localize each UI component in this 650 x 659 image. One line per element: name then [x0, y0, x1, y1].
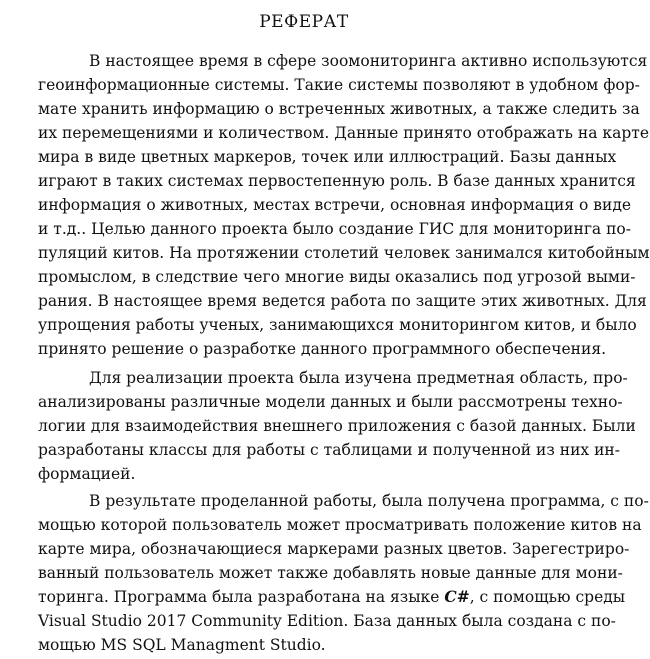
text-line: принято решение о разработке данного программного обеспечения.	[38, 340, 607, 358]
language-name: C#	[444, 587, 470, 606]
text-line: Для реализации проекта была изучена предметная область, про-	[89, 369, 628, 387]
text-line: ванный пользователь может также добавлять новые данные для мони-	[38, 564, 623, 582]
text-line: мате хранить информацию о встреченных животных, а также следить за	[38, 100, 640, 118]
text-line-with-code	[38, 586, 626, 608]
text-line: карте мира, обозначающиеся маркерами разных цветов. Зарегестриро-	[38, 540, 630, 558]
text-line: В настоящее время в сфере зоомониторинга активно используются	[89, 52, 648, 70]
text-line: упрощения работы ученых, занимающихся мониторингом китов, и было	[38, 316, 637, 334]
page-title: РЕФЕРАТ	[259, 12, 349, 32]
text-line: В результате проделанной работы, была получена программа, с по-	[89, 492, 649, 510]
text-line: Visual Studio 2017 Community Edition. База данных была создана с по-	[38, 612, 616, 630]
text-line: мира в виде цветных маркеров, точек или иллюстраций. Базы данных	[38, 148, 617, 166]
text-line: и т.д.. Целью данного проекта было создание ГИС для мониторинга по-	[38, 220, 632, 238]
text-line: промыслом, в следствие чего многие виды оказались под угрозой выми-	[38, 268, 636, 286]
text-segment: , с помощью среды	[469, 588, 626, 606]
text-line: анализированы различные модели данных и были рассмотрены техно-	[38, 393, 623, 411]
text-line: формацией.	[38, 465, 136, 483]
text-line: пуляций китов. На протяжении столетий человек занимался китобойным	[38, 244, 650, 262]
text-line: мощью которой пользователь может просматривать положение китов на	[38, 516, 642, 534]
text-line: мощью MS SQL Managment Studio.	[38, 636, 326, 654]
text-line: рания. В настоящее время ведется работа по защите этих животных. Для	[38, 292, 647, 310]
text-line: информация о животных, местах встречи, основная информация о виде	[38, 196, 632, 214]
text-line: логии для взаимодействия внешнего приложения с базой данных. Были	[38, 417, 636, 435]
text-line: их перемещениями и количеством. Данные принято отображать на карте	[38, 124, 650, 142]
text-segment: торинга. Программа была разработана на языке	[38, 588, 440, 606]
text-line: играют в таких системах первостепенную роль. В базе данных хранится	[38, 172, 636, 190]
text-line: геоинформационные системы. Такие системы позволяют в удобном фор-	[38, 76, 640, 94]
text-line: разработаны классы для работы с таблицами и полученной из них ин-	[38, 441, 620, 459]
